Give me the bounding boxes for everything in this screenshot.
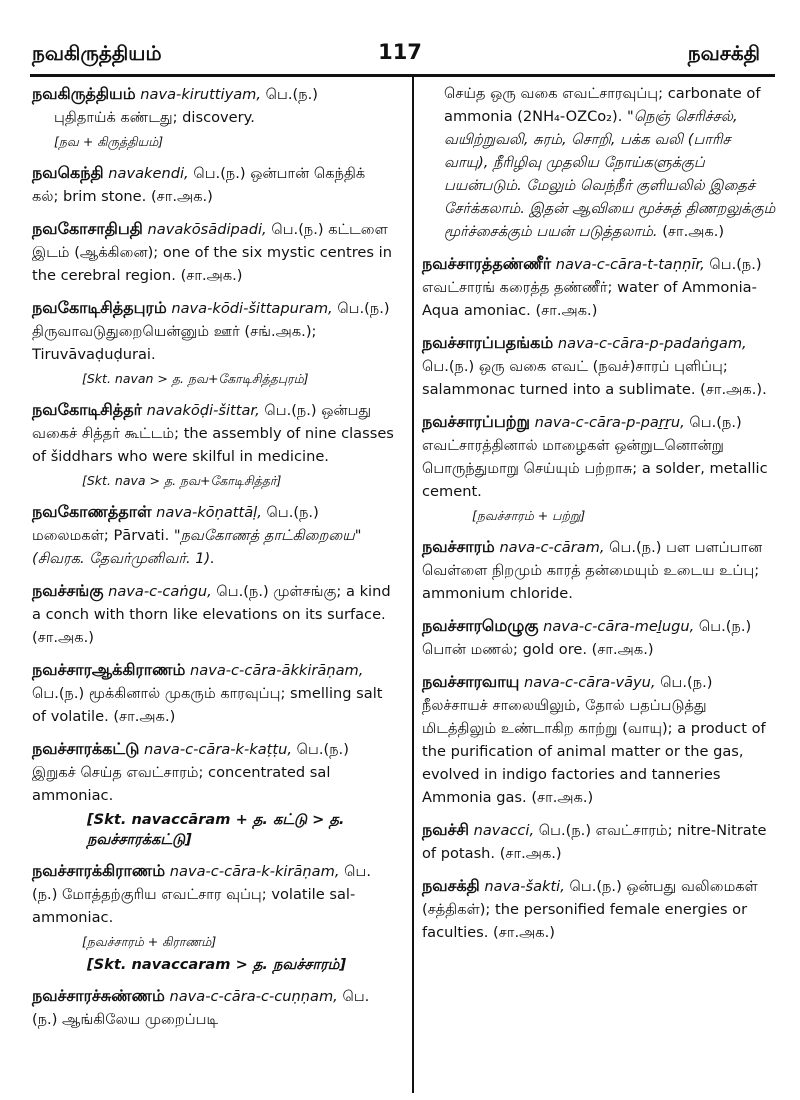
definition: பள பளப்பான வெள்ளை நிறமும் காரத் தன்மையும் உடைய உப்பு; ammonium chloride. — [422, 539, 763, 602]
transliteration: nava-c-cāra-vāyu, — [523, 674, 656, 691]
quotation: "நெஞ் செரிச்சல், வயிற்றுவலி, சுரம், சொறி, பக்க வலி (பாரிச வாயு), நீரிழிவு முதலிய நோய்களுக்குப் பயன்படும். மேலும் வெந்நீர் குளியலில் இதைச் சேர்க்கலாம். இதன் ஆவியை மூச்சுத் திணறலுக்கும் மூர்ச்சைக்கும் பயன் படுத்தலாம். — [444, 108, 776, 240]
transliteration: nava-c-cāra-k-kaṭṭu, — [144, 741, 292, 758]
transliteration: navakōḍi-šittar, — [146, 402, 260, 419]
part-of-speech: பெ.(ந.) — [569, 878, 622, 895]
dictionary-entry — [32, 398, 394, 468]
etymology: [நவச்சாரம் + கிராணம்] — [82, 934, 217, 949]
definition: இறுகச் செய்த எவட்சாரம்; concentrated sal ammoniac. — [32, 764, 331, 804]
headword: நவச்சாரப்பற்று — [422, 412, 530, 431]
dictionary-entry — [422, 818, 777, 865]
source-abbrev: (சா.அக.) — [662, 223, 725, 240]
part-of-speech: பெ.(ந.) — [32, 685, 85, 702]
dictionary-entry — [32, 161, 394, 208]
headword: நவகோசாதிபதி — [32, 219, 143, 238]
definition: கட்டளை இடம் (ஆக்கினை); one of the six mystic centres in the cerebral region. (சா.அக.) — [32, 221, 392, 284]
headword: நவச்சங்கு — [32, 581, 104, 600]
transliteration: nava-c-cāra-p-padaṅgam, — [557, 335, 747, 352]
headword: நவச்சாரமெழுகு — [422, 616, 539, 635]
definition: எவட்சாரங் கரைத்த தண்ணீர்; water of Ammonia-Aqua amoniac. (சா.அக.) — [422, 279, 757, 319]
part-of-speech: பெ.(ந.) — [32, 988, 370, 1028]
part-of-speech: பெ.(ந.) — [271, 221, 324, 238]
definition: ஒன்பது வலிமைகள் (சத்திகள்); the personified female energies or faculties. (சா.அக.) — [422, 878, 758, 941]
dictionary-entry — [32, 658, 394, 728]
part-of-speech: பெ.(ந.) — [193, 165, 246, 182]
dictionary-entry — [32, 500, 394, 570]
transliteration: nava-kōdi-šittapuram, — [171, 300, 333, 317]
headword: நவச்சாரவாயு — [422, 672, 520, 691]
definition: ஒன்பான் கெந்திக் கல்; brim stone. (சா.அக.) — [32, 165, 366, 205]
part-of-speech: பெ.(ந.) — [422, 358, 475, 375]
etymology: [Skt. navan > த. நவ+கோடிசித்தபுரம்] — [82, 371, 309, 386]
part-of-speech: பெ.(ந.) — [538, 822, 592, 839]
transliteration: nava-c-cāram, — [499, 539, 605, 556]
transliteration: nava-c-caṅgu, — [108, 583, 212, 600]
dictionary-entry — [32, 737, 394, 807]
definition: ஆங்கிலேய முறைப்படி — [62, 1011, 219, 1028]
part-of-speech: பெ.(ந.) — [698, 618, 752, 635]
headword: நவகோணத்தாள் — [32, 502, 152, 521]
etymology: [Skt. nava > த. நவ+கோடிசித்தர்] — [82, 473, 282, 488]
definition: ஒரு வகை எவட் (நவச்)சாரப் புளிப்பு; salammonac turned into a sublimate. (சா.அக.). — [422, 358, 767, 398]
transliteration: navakendi, — [108, 165, 189, 182]
transliteration: nava-c-cāra-t-taṇṇīr, — [555, 256, 705, 273]
part-of-speech: பெ.(ந.) — [216, 583, 269, 600]
headword: நவச்சாரக்கிராணம் — [32, 861, 166, 880]
headword: நவகிருத்தியம் — [32, 84, 136, 103]
left-column — [32, 82, 394, 1040]
dictionary-entry — [422, 252, 777, 322]
headword: நவசக்தி — [422, 876, 480, 895]
part-of-speech: பெ.(ந.) — [264, 402, 317, 419]
definition: திருவாவடுதுறையென்னும் ஊர் (சங்.அக.); Tiruvāvaḍuḍurai. — [32, 323, 317, 363]
transliteration: nava-c-cāra-k-kirāṇam, — [169, 863, 340, 880]
page-number: 117 — [378, 40, 422, 64]
headword: நவச்சி — [422, 820, 469, 839]
part-of-speech: பெ.(ந.) — [265, 86, 318, 103]
part-of-speech: பெ.(ந.) — [337, 300, 390, 317]
dictionary-entry — [32, 82, 394, 129]
transliteration: navacci, — [473, 822, 535, 839]
headword: நவச்சாரச்சுண்ணம் — [32, 986, 165, 1005]
etymology: [நவச்சாரம் + பற்று] — [472, 508, 586, 523]
transliteration: nava-c-cāra-c-cuṇṇam, — [169, 988, 338, 1005]
definition: புதிதாய்க் கண்டது; discovery. — [54, 109, 255, 126]
page-header — [0, 0, 800, 76]
part-of-speech: பெ.(ந.) — [266, 504, 319, 521]
right-guide-word: நவசக்தி — [687, 41, 760, 65]
left-guide-word: நவகிருத்தியம் — [32, 41, 162, 65]
dictionary-entry — [422, 614, 777, 661]
part-of-speech: பெ.(ந.) — [709, 256, 762, 273]
headword: நவச்சாரஆக்கிராணம் — [32, 660, 186, 679]
headword: நவகெந்தி — [32, 163, 104, 182]
etymology: [நவ + கிருத்தியம்] — [54, 134, 164, 149]
headword: நவகோடிசித்தர் — [32, 400, 142, 419]
part-of-speech: பெ.(ந.) — [32, 863, 371, 903]
definition: மூக்கினால் முகரும் காரவுப்பு; smelling salt of volatile. (சா.அக.) — [32, 685, 383, 725]
headword: நவச்சாரம் — [422, 537, 495, 556]
part-of-speech: பெ.(ந.) — [609, 539, 662, 556]
part-of-speech: பெ.(ந.) — [660, 674, 713, 691]
column-divider — [412, 77, 414, 1093]
definition: மோத்தற்குரிய எவட்சார வுப்பு; volatile sal-ammoniac. — [32, 886, 356, 926]
definition: பொன் மணல்; gold ore. (சா.அக.) — [422, 641, 654, 658]
part-of-speech: பெ.(ந.) — [689, 414, 742, 431]
etymology: [Skt. navaccāram + த. கட்டு > த. நவச்சாரக்கட்டு] — [87, 811, 345, 848]
transliteration: nava-šakti, — [484, 878, 565, 895]
dictionary-entry — [422, 670, 777, 809]
dictionary-entry — [32, 217, 394, 287]
dictionary-entry — [422, 410, 777, 503]
headword: நவச்சாரத்தண்ணீர் — [422, 254, 552, 273]
definition: எவட்சாரம்; nitre-Nitrate of potash. (சா.அக.) — [422, 822, 767, 862]
continued-entry — [422, 82, 777, 243]
transliteration: nava-c-cāra-ākkirāṇam, — [190, 662, 364, 679]
etymology: [Skt. navaccaram > த. நவச்சாரம்] — [87, 956, 347, 973]
dictionary-entry — [32, 579, 394, 649]
header-rule — [30, 74, 775, 77]
headword: நவச்சாரக்கட்டு — [32, 739, 140, 758]
dictionary-entry — [32, 859, 394, 929]
definition: மலைமகள்; Pārvati. — [32, 527, 170, 544]
transliteration: navakōsādipadi, — [147, 221, 267, 238]
definition: முள்சங்கு; a kind a conch with thorn like elevations on its surface. (சா.அக.) — [32, 583, 391, 646]
transliteration: nava-c-cāra-p-paṟṟu, — [534, 414, 685, 431]
definition: ஒன்பது வகைச் சித்தர் கூட்டம்; the assembly of nine classes of šiddhars who were skilful in medicine. — [32, 402, 394, 465]
dictionary-entry — [422, 874, 777, 944]
quotation: "நவகோணத் தாட்கிறையை" (சிவரக. தேவர்முனிவர். 1). — [32, 527, 362, 567]
transliteration: nava-c-cāra-meḻugu, — [543, 618, 695, 635]
dictionary-entry — [422, 535, 777, 605]
definition: எவட்சாரத்தினால் மாழைகள் ஒன்றுடனொன்று பொருந்துமாறு செய்யும் பற்றாசு; a solder, metallic cement. — [422, 437, 768, 500]
dictionary-entry — [422, 331, 777, 401]
headword: நவச்சாரப்பதங்கம் — [422, 333, 554, 352]
right-column — [422, 82, 777, 953]
headword: நவகோடிசித்தபுரம் — [32, 298, 167, 317]
dictionary-entry — [32, 296, 394, 366]
definition: நீலச்சாயச் சாலையிலும், தோல் பதப்படுத்து மிடத்திலும் உண்டாகிற காற்று (வாயு); a product of the purification of animal matter or the gas, evolved in indigo factories and tanneries Ammonia gas. (சா.அக.) — [422, 697, 766, 806]
dictionary-entry — [32, 984, 394, 1031]
transliteration: nava-kiruttiyam, — [140, 86, 262, 103]
transliteration: nava-kōṇattāḷ, — [156, 504, 262, 521]
definition: செய்த ஒரு வகை எவட்சாரவுப்பு; carbonate of ammonia (2NH₄-OZCo₂). — [444, 85, 761, 125]
part-of-speech: பெ.(ந.) — [296, 741, 349, 758]
